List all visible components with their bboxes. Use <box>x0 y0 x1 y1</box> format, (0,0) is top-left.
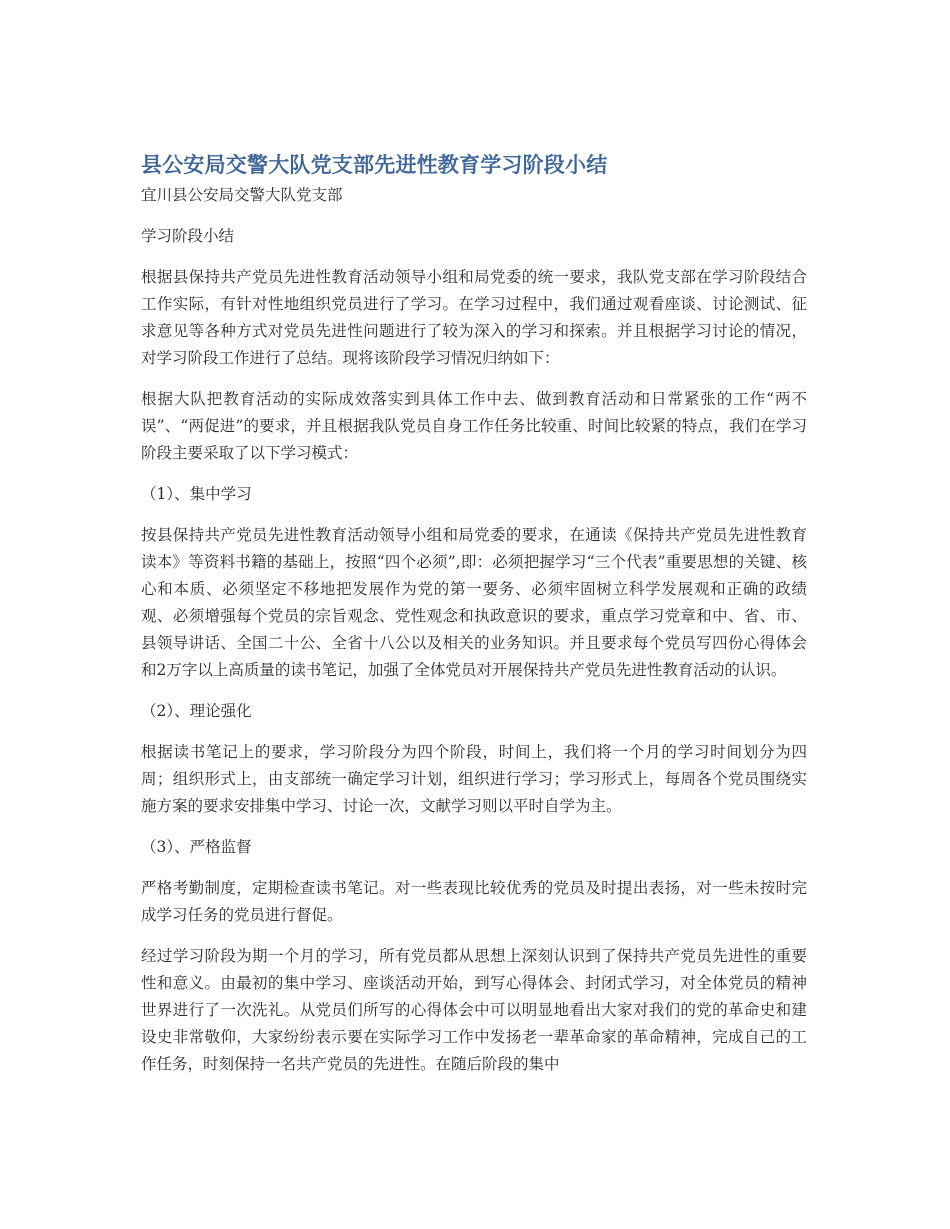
section-heading-strict-supervision: （3）、严格监督 <box>141 838 252 856</box>
section-text-centralized-study: 按县保持共产党员先进性教育活动领导小组和局党委的要求，在通读《保持共产党员先进性教育读本》等资料书籍的基础上，按照“四个必须”,即：必须把握学习“三个代表”重要思想的关键、核心和本质、必须坚定不移地把发展作为党的第一要务、必须牢固树立科学发展观和正确的政绩观、必须增强每个党员的宗旨观念、党性观念和执政意识的要求，重点学习党章和中、省、市、县领导讲话、全国二十公、全省十八公以及相关的业务知识。并且要求每个党员写四份心得体会和2万字以上高质量的读书笔记，加强了全体党员对开展保持共产党员先进性教育活动的认识。 <box>141 526 807 679</box>
document-title: 县公安局交警大队党支部先进性教育学习阶段小结 <box>141 153 608 177</box>
document-author: 宜川县公安局交警大队党支部 <box>141 186 343 204</box>
intro-paragraph-2: 根据大队把教育活动的实际成效落实到具体工作中去、做到教育活动和日常紧张的工作“两不误”、“两促进”的要求，并且根据我队党员自身工作任务比较重、时间比较紧的特点，我们在学习阶段主要采取了以下学习模式： <box>141 390 807 462</box>
intro-paragraph-1: 根据县保持共产党员先进性教育活动领导小组和局党委的统一要求，我队党支部在学习阶段结合工作实际，有针对性地组织党员进行了学习。在学习过程中，我们通过观看座谈、讨论测试、征求意见等各种方式对党员先进性问题进行了较为深入的学习和探索。并且根据学习讨论的情况，对学习阶段工作进行了总结。现将该阶段学习情况归纳如下： <box>141 268 807 367</box>
section-text-theory-reinforcement: 根据读书笔记上的要求，学习阶段分为四个阶段，时间上，我们将一个月的学习时间划分为四周；组织形式上，由支部统一确定学习计划，组织进行学习；学习形式上，每周各个党员围绕实施方案的要求安排集中学习、讨论一次，文献学习则以平时自学为主。 <box>141 743 807 815</box>
section-text-strict-supervision: 严格考勤制度，定期检查读书笔记。对一些表现比较优秀的党员及时提出表扬，对一些未按时完成学习任务的党员进行督促。 <box>141 879 807 924</box>
document-page <box>141 148 807 1092</box>
section-heading-centralized-study: （1）、集中学习 <box>141 485 252 503</box>
closing-paragraph: 经过学习阶段为期一个月的学习，所有党员都从思想上深刻认识到了保持共产党员先进性的重要性和意义。由最初的集中学习、座谈活动开始，到写心得体会、封闭式学习，对全体党员的精神世界进行了一次洗礼。从党员们所写的心得体会中可以明显地看出大家对我们的党的革命史和建设史非常敬仰，大家纷纷表示要在实际学习工作中发扬老一辈革命家的革命精神，完成自己的工作任务，时刻保持一名共产党员的先进性。在随后阶段的集中 <box>141 947 807 1073</box>
section-label: 学习阶段小结 <box>141 227 235 245</box>
section-heading-theory-reinforcement: （2）、理论强化 <box>141 702 252 720</box>
